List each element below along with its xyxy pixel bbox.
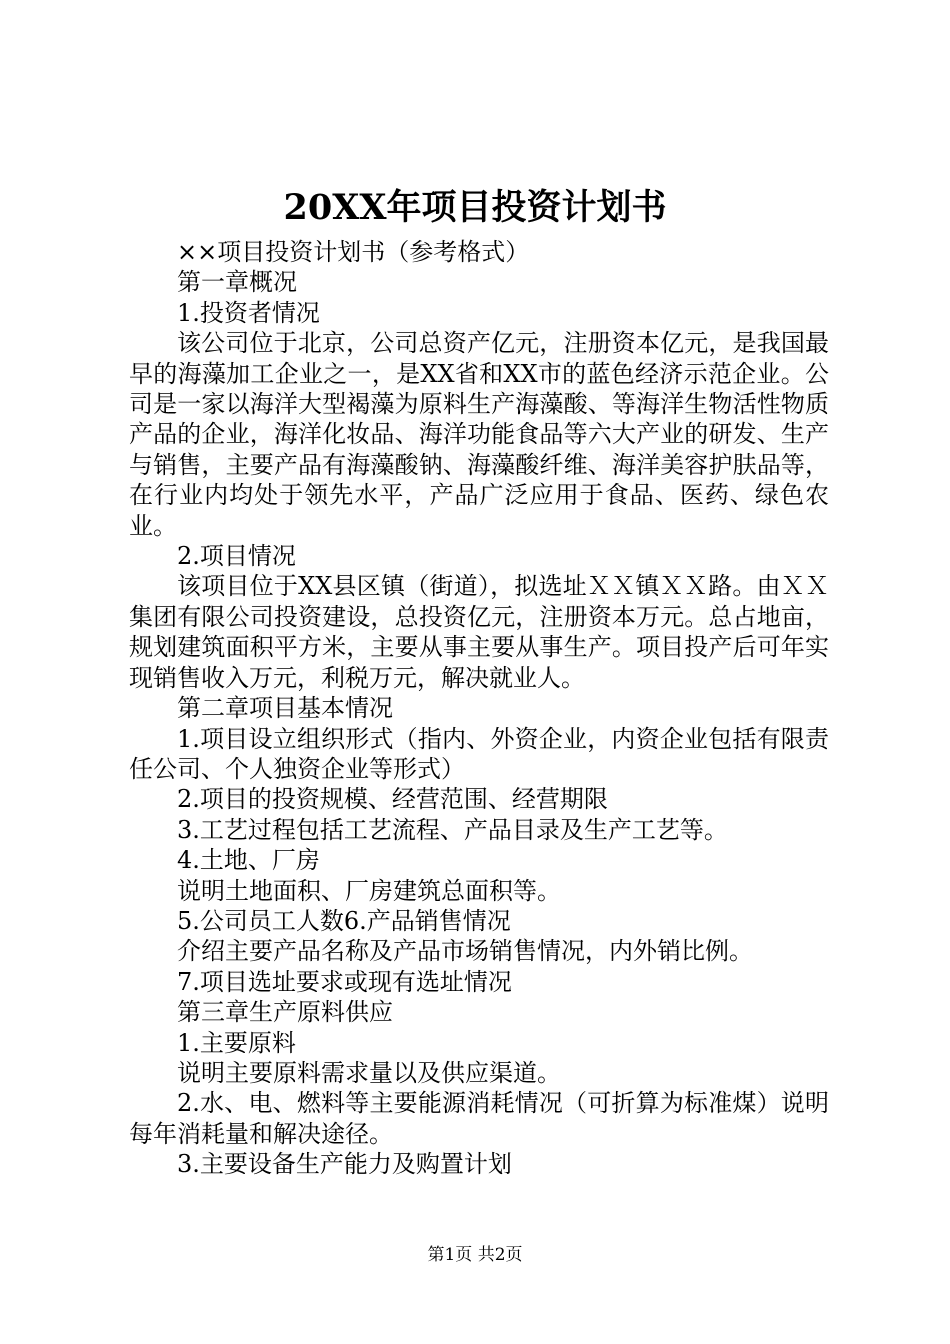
item-equipment: 3.主要设备生产能力及购置计划 bbox=[177, 1150, 512, 1179]
paragraph-sales-note: 介绍主要产品名称及产品市场销售情况，内外销比例。 bbox=[177, 937, 753, 966]
item-staff-sales: 5.公司员工人数6.产品销售情况 bbox=[177, 906, 511, 935]
page-footer: 第1页 共2页 bbox=[427, 1245, 523, 1265]
document-title: 20XX年项目投资计划书 bbox=[283, 187, 667, 228]
item-organization-form: 1.项目设立组织形式（指内、外资企业，内资企业包括有限责任公司、个人独资企业等形式） bbox=[129, 724, 829, 783]
item-site-selection: 7.项目选址要求或现有选址情况 bbox=[177, 967, 512, 996]
paragraph-investor-info: 该公司位于北京，公司总资产亿元，注册资本亿元，是我国最早的海藻加工企业之一，是XX省和XX市的蓝色经济示范企业。公司是一家以海洋大型褐藻为原料生产海藻酸、等海洋生物活性物质产品的企业，海洋化妆品、海洋功能食品等六大产业的研发、生产与销售，主要产品有海藻酸钠、海藻酸纤维、海洋美容护肤品等，在行业内均处于领先水平，产品广泛应用于食品、医药、绿色农业。 bbox=[129, 329, 829, 540]
item-process: 3.工艺过程包括工艺流程、产品目录及生产工艺等。 bbox=[177, 815, 728, 844]
chapter-3-heading: 第三章生产原料供应 bbox=[177, 998, 393, 1027]
section-project-heading: 2.项目情况 bbox=[177, 542, 296, 571]
chapter-1-heading: 第一章概况 bbox=[177, 268, 297, 297]
item-investment-scale: 2.项目的投资规模、经营范围、经营期限 bbox=[177, 785, 608, 814]
paragraph-land-note: 说明土地面积、厂房建筑总面积等。 bbox=[177, 876, 561, 905]
item-energy-consumption: 2.水、电、燃料等主要能源消耗情况（可折算为标准煤）说明每年消耗量和解决途径。 bbox=[129, 1089, 829, 1148]
item-main-materials: 1.主要原料 bbox=[177, 1028, 296, 1057]
document-body bbox=[129, 237, 829, 1180]
chapter-2-heading: 第二章项目基本情况 bbox=[177, 694, 393, 723]
paragraph-format-note: ××项目投资计划书（参考格式） bbox=[177, 238, 530, 266]
paragraph-project-info: 该项目位于XX县区镇（街道），拟选址ＸＸ镇ＸＸ路。由ＸＸ集团有限公司投资建设，总投资亿元，注册资本万元。总占地亩，规划建筑面积平方米，主要从事主要从事生产。项目投产后可年实现销售收入万元，利税万元，解决就业人。 bbox=[129, 572, 829, 692]
section-investor-heading: 1.投资者情况 bbox=[177, 298, 320, 327]
item-land-plant: 4.土地、厂房 bbox=[177, 846, 320, 875]
paragraph-materials-note: 说明主要原料需求量以及供应渠道。 bbox=[177, 1058, 561, 1087]
